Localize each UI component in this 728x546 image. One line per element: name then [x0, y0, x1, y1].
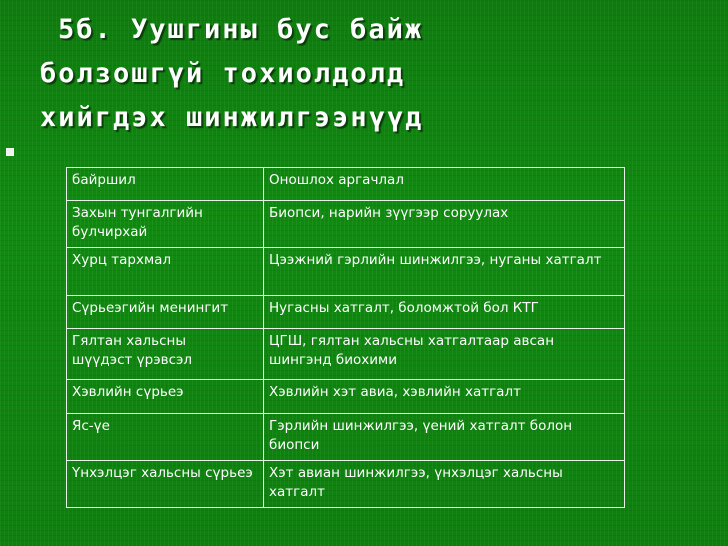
table-row [67, 380, 625, 414]
table-container [66, 167, 614, 508]
location-cell: Сүрьеэгийн менингит [67, 296, 264, 329]
table-row [67, 329, 625, 380]
table-row [67, 201, 625, 248]
slide-title [40, 8, 700, 140]
bullet-square-icon [6, 148, 14, 156]
location-line-2: шүүдэст үрэвсэл [72, 352, 193, 368]
table-row [67, 461, 625, 508]
method-cell: Нугасны хатгалт, боломжтой бол КТГ [264, 296, 625, 329]
method-cell: Хэт авиан шинжилгээ, үнхэлцэг хальсны хатгалт [264, 461, 625, 508]
location-line-1: Гялтан хальсны [72, 333, 186, 349]
table-row [67, 248, 625, 296]
method-cell: Хэвлийн хэт авиа, хэвлийн хатгалт [264, 380, 625, 414]
table-row [67, 414, 625, 461]
location-cell: Яс-үе [67, 414, 264, 461]
header-location-cell: байршил [67, 168, 264, 201]
location-cell: Хэвлийн сүрьеэ [67, 380, 264, 414]
location-cell [67, 329, 264, 380]
location-cell: Үнхэлцэг хальсны сүрьеэ [67, 461, 264, 508]
method-cell: Цээжний гэрлийн шинжилгээ, нуганы хатгалт [264, 248, 625, 296]
table-header-row [67, 168, 625, 201]
method-cell: Биопси, нарийн зүүгээр соруулах [264, 201, 625, 248]
diagnostics-table [66, 167, 625, 508]
title-line-2: болзошгүй тохиолдолд [40, 58, 406, 89]
method-cell: ЦГШ, гялтан хальсны хатгалтаар авсан шингэнд биохими [264, 329, 625, 380]
header-method-cell: Оношлох аргачлал [264, 168, 625, 201]
title-line-3: хийгдэх шинжилгээнүүд [40, 102, 424, 133]
title-line-1: 5б. Уушгины бус байж [58, 14, 424, 45]
location-cell: Захын тунгалгийн булчирхай [67, 201, 264, 248]
table-row [67, 296, 625, 329]
location-cell: Хурц тархмал [67, 248, 264, 296]
method-cell: Гэрлийн шинжилгээ, үений хатгалт болон биопси [264, 414, 625, 461]
